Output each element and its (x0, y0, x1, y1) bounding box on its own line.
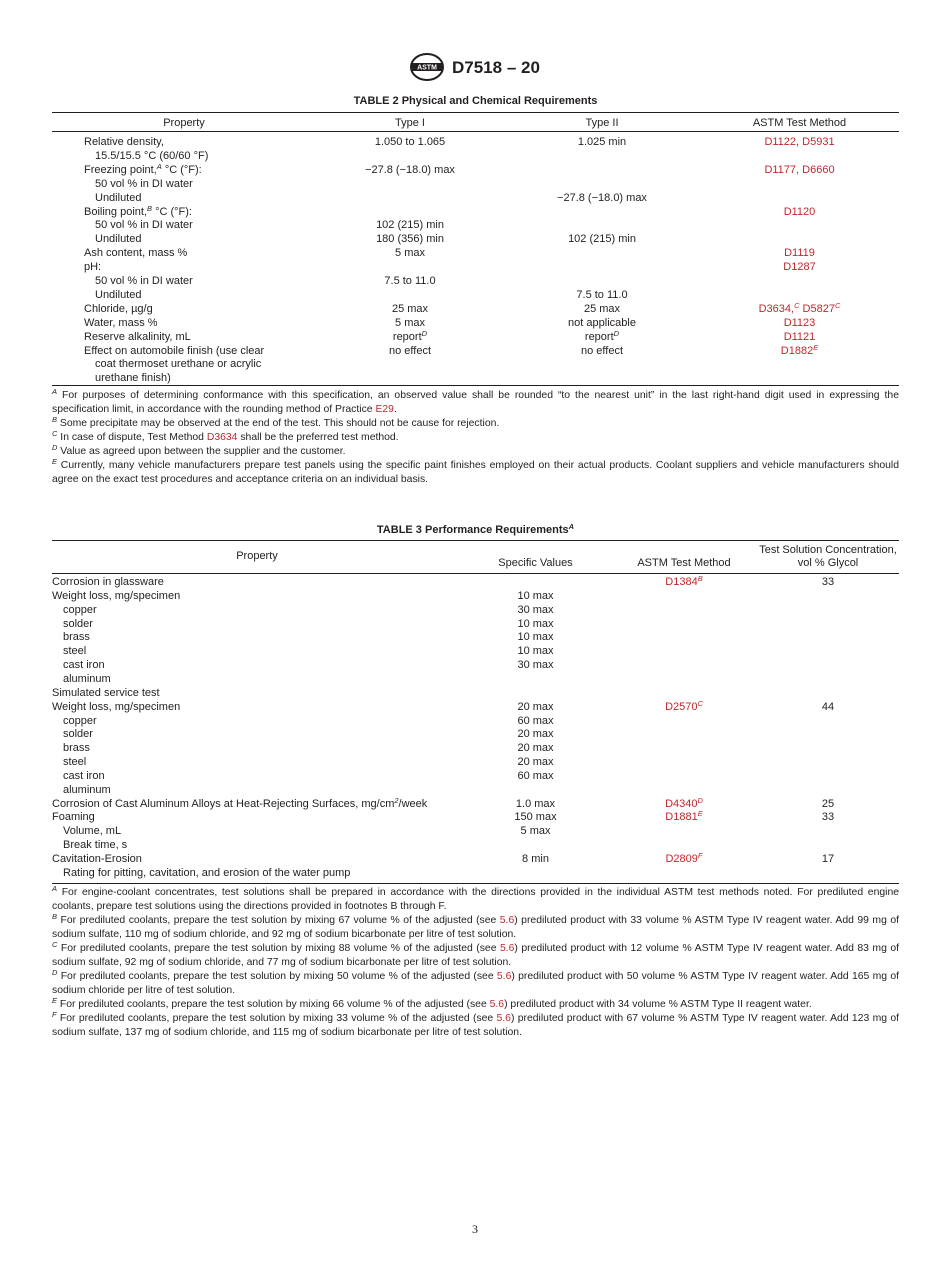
table2-property (84, 317, 158, 330)
table2-method (700, 261, 899, 274)
table3-concentration (750, 576, 906, 589)
test-method-link: D1119 (784, 247, 815, 259)
property-text: Weight loss, mg/specimen (52, 590, 181, 602)
footnote-link: 5.6 (489, 999, 505, 1010)
footnote-mark: A (52, 884, 58, 893)
specific-value: 10 max (517, 645, 554, 657)
table2-property (84, 331, 191, 344)
test-method-link: D2570 (665, 701, 698, 713)
type1-value: 102 (215) min (376, 219, 444, 231)
type2-value: not applicable (568, 317, 636, 329)
table2-column-header: Type II (585, 117, 619, 129)
table3-footnote (52, 998, 899, 1012)
test-method-link: D1881 (665, 811, 698, 823)
table2-method (700, 331, 899, 344)
table2-method (700, 206, 899, 219)
table2-method (700, 164, 899, 177)
table3-property (63, 631, 90, 644)
footnote-text: For prediluted coolants, prepare the test solution by mixing 50 volume % of the adjusted (see (57, 971, 497, 982)
property-text: brass (63, 631, 90, 643)
table3-value (462, 825, 609, 838)
table2-type1 (316, 303, 504, 316)
table3-value (462, 853, 609, 866)
table3-value (462, 631, 609, 644)
table2-column-header: ASTM Test Method (752, 117, 847, 129)
footnote-text: For prediluted coolants, prepare the test solution by mixing 66 volume % of the adjusted (see (57, 999, 490, 1010)
property-text: urethane finish) (95, 372, 171, 384)
property-text: steel (63, 645, 87, 657)
table2-type1 (316, 331, 504, 344)
table3-method (609, 811, 759, 824)
property-text: Rating for pitting, cavitation, and erosion of the water pump (63, 867, 351, 879)
property-text: Undiluted (95, 233, 142, 245)
footnote-ref: B (147, 204, 153, 213)
table2-property (95, 219, 193, 232)
table3-method (609, 853, 759, 866)
footnote-text: For prediluted coolants, prepare the test solution by mixing 33 volume % of the adjusted (see (56, 1013, 497, 1024)
table3-footnote (52, 1012, 899, 1040)
specific-value: 60 max (517, 770, 554, 782)
property-text: Reserve alkalinity, mL (84, 331, 191, 343)
footnote-mark: A (52, 387, 58, 396)
table3-property (63, 784, 111, 797)
type1-value: 180 (356) min (376, 233, 444, 245)
document-id: D7518 – 20 (452, 58, 540, 77)
table3-property (52, 687, 160, 700)
table3-value (462, 701, 609, 714)
property-text: Weight loss, mg/specimen (52, 701, 181, 713)
table3-property (63, 839, 127, 852)
property-text: Foaming (52, 811, 95, 823)
table2-property (84, 345, 264, 358)
table2-property (95, 358, 261, 371)
logo-text: ASTM (417, 64, 437, 72)
table2-footnote (52, 459, 899, 487)
table2-method (700, 303, 899, 316)
table2-property (95, 150, 208, 163)
table2-type2 (504, 345, 700, 358)
property-text: solder (63, 728, 93, 740)
specific-value: 20 max (517, 742, 554, 754)
table2-footnote (52, 431, 899, 445)
table2-title: TABLE 2 Physical and Chemical Requirements (353, 95, 598, 107)
superscript: 2 (394, 796, 399, 805)
table3-concentration (750, 811, 906, 824)
footnote-link: D3634 (206, 432, 238, 443)
property-text: solder (63, 618, 93, 630)
specific-value: 20 max (517, 701, 554, 713)
table3-value (462, 811, 609, 824)
property-text: brass (63, 742, 90, 754)
property-text: /week (398, 798, 428, 810)
table2-property (95, 275, 193, 288)
table3-title (52, 524, 899, 537)
concentration-value: 33 (821, 576, 835, 588)
table2-footnote (52, 389, 899, 417)
table3-value (462, 618, 609, 631)
table2-bottom-rule (52, 385, 899, 386)
footnote-link: 5.6 (499, 915, 515, 926)
footnote-ref: A (156, 162, 162, 171)
property-text: 50 vol % in DI water (95, 275, 193, 287)
type2-value: report (584, 331, 614, 343)
property-text: Effect on automobile finish (use clear (84, 345, 265, 357)
table3-footnote (52, 970, 899, 998)
table2-type1 (316, 317, 504, 330)
property-text: Boiling point, (84, 206, 147, 218)
property-text: Ash content, mass % (84, 247, 188, 259)
table2-method (700, 247, 899, 260)
table3-property (63, 728, 93, 741)
table3-concentration (750, 701, 906, 714)
table3-value (462, 756, 609, 769)
footnote-text: Currently, many vehicle manufacturers prepare test panels using the specific paint finishes employed on their actual products. Coolant suppliers and vehicle manufacturers should agree on the exact test procedures and acceptance criteria on an individual basis. (52, 460, 899, 485)
table2-footnote (52, 417, 899, 431)
table2-property (84, 164, 202, 177)
footnote-mark: F (52, 1010, 57, 1019)
table2-method (700, 345, 899, 358)
specific-value: 10 max (517, 590, 554, 602)
specific-value: 1.0 max (515, 798, 556, 810)
table3-property (63, 604, 97, 617)
table3-column-header: Property (236, 550, 278, 562)
footnote-text: ) prediluted product with 33 volume % ASTM Type IV reagent water. Add 99 mg of sodium sulfate, 110 mg of sodium chloride, and 92 mg of sodium bicarbonate per litre of test solution. (52, 915, 899, 940)
property-text: cast iron (63, 770, 105, 782)
table3-value (462, 742, 609, 755)
test-method-link: D1121 (783, 331, 816, 343)
footnote-mark: D (52, 443, 58, 452)
footnote-ref: D (421, 329, 428, 338)
table2-type1 (316, 247, 504, 260)
footnote-text: ) prediluted product with 50 volume % ASTM Type IV reagent water. Add 165 mg of sodium chloride per litre of test solution. (52, 971, 900, 996)
specific-value: 5 max (520, 825, 551, 837)
specific-value: 10 max (517, 631, 554, 643)
table3-method (609, 576, 759, 589)
table2-type2 (504, 233, 700, 246)
property-text: coat thermoset urethane or acrylic (95, 358, 262, 370)
property-text: copper (63, 715, 97, 727)
table2-type1 (316, 219, 504, 232)
concentration-value: 17 (821, 853, 835, 865)
table2-footnote (52, 445, 899, 459)
footnote-ref: B (697, 574, 703, 583)
property-text: Break time, s (63, 839, 128, 851)
table3-property (63, 645, 86, 658)
test-method-link: D2809 (665, 853, 698, 865)
table2-property (84, 247, 187, 260)
test-method-link: D1122, D5931 (764, 136, 835, 148)
property-text: cast iron (63, 659, 105, 671)
table3-top-rule (52, 540, 899, 541)
table2-type2 (504, 303, 700, 316)
table3-property (52, 701, 180, 714)
specific-value: 150 max (514, 811, 557, 823)
table2-property (95, 192, 141, 205)
table3-value (462, 645, 609, 658)
table3-concentration (750, 853, 906, 866)
table3-value (462, 659, 609, 672)
table2-header-rule (52, 131, 899, 132)
footnote-ref: D (613, 329, 620, 338)
footnote-text: Some precipitate may be observed at the end of the test. This should not be cause for rejection. (57, 418, 500, 429)
footnote-link: 5.6 (499, 943, 515, 954)
table3-concentration (750, 798, 906, 811)
test-method-link: D1120 (783, 206, 816, 218)
page-number: 3 (472, 1222, 478, 1236)
specific-value: 20 max (517, 728, 554, 740)
table3-value (462, 604, 609, 617)
footnote-mark: D (52, 968, 58, 977)
type1-value: report (392, 331, 422, 343)
property-text: 50 vol % in DI water (95, 178, 193, 190)
table3-footnote (52, 886, 899, 914)
footnote-text: ) prediluted product with 34 volume % ASTM Type II reagent water. (504, 999, 812, 1010)
test-method-link: D1882 (780, 345, 814, 357)
table3-column-header: ASTM Test Method (637, 557, 731, 569)
table3-value (462, 728, 609, 741)
table2-type2 (504, 289, 700, 302)
type2-value: 1.025 min (577, 136, 627, 148)
table3-property (52, 811, 95, 824)
specific-value: 20 max (517, 756, 554, 768)
concentration-value: 33 (821, 811, 835, 823)
property-text: Chloride, µg/g (84, 303, 153, 315)
footnote-link: 5.6 (496, 1013, 511, 1024)
property-text: aluminum (63, 784, 111, 796)
footnote-text: For prediluted coolants, prepare the test solution by mixing 88 volume % of the adjusted (see (57, 943, 500, 954)
property-text: aluminum (63, 673, 111, 685)
footnote-mark: C (52, 429, 58, 438)
table3-footnote (52, 914, 899, 942)
property-text: Freezing point, (84, 164, 157, 176)
table2-column-header: Type I (395, 117, 425, 129)
table2-column-header: Property (163, 117, 205, 129)
concentration-value: 44 (821, 701, 835, 713)
footnote-text: For purposes of determining conformance with this specification, an observed value shall be rounded “to the nearest unit” in the last right-hand digit used in expressing the specification limit, in accordance with the rounding method of Practice (52, 390, 899, 415)
property-text: Corrosion in glassware (52, 576, 164, 588)
footnote-ref: E (813, 343, 819, 352)
footnote-text: shall be the preferred test method. (237, 432, 399, 443)
table3-column-header: vol % Glycol (797, 557, 859, 569)
property-text: 50 vol % in DI water (95, 219, 193, 231)
specific-value: 30 max (517, 604, 554, 616)
table2-property (84, 206, 192, 219)
property-text: Simulated service test (52, 687, 160, 699)
table2-type1 (316, 345, 504, 358)
table2-type1 (316, 136, 504, 149)
table2-type1 (316, 275, 504, 288)
table3-property (63, 715, 97, 728)
test-method-link: D1287 (783, 261, 816, 273)
table3-property (52, 590, 180, 603)
type2-value: 7.5 to 11.0 (576, 289, 628, 301)
astm-logo (409, 52, 445, 82)
footnote-ref: C (697, 699, 703, 708)
footnote-text: ) prediluted product with 67 volume % ASTM Type IV reagent water. Add 123 mg of sodium sulfate, 137 mg of sodium chloride, and 115 mg of sodium bicarbonate per litre of test solution. (52, 1013, 899, 1038)
table3-property (52, 853, 142, 866)
test-method-link: D5827 (799, 303, 835, 315)
table2-type1 (316, 164, 504, 177)
type1-value: 5 max (395, 317, 425, 329)
table3-method (609, 798, 759, 811)
property-text: °C (°F): (161, 164, 202, 176)
table3-value (462, 798, 609, 811)
footnote-text: For engine-coolant concentrates, test solutions shall be prepared in accordance with the directions provided in the individual ASTM test methods noted. For prediluted engine coolants, prepare test solutions using the directions provided in footnotes B through F. (52, 887, 899, 912)
property-text: °C (°F): (152, 206, 192, 218)
specific-value: 10 max (517, 618, 554, 630)
table3-title-text: TABLE 3 Performance Requirements (376, 524, 569, 536)
footnote-text: In case of dispute, Test Method (57, 432, 207, 443)
table2-top-rule (52, 112, 899, 113)
table3-property (63, 770, 105, 783)
table2-type2 (504, 192, 700, 205)
footnote-mark: E (52, 996, 58, 1005)
table2-property (95, 372, 171, 385)
test-method-link: D1177, D6660 (764, 164, 835, 176)
table3-property (52, 798, 427, 811)
footnote-text: . (393, 404, 397, 415)
footnote-link: 5.6 (496, 971, 512, 982)
table2-property (95, 178, 193, 191)
table3-property (63, 756, 86, 769)
table2-type2 (504, 317, 700, 330)
property-text: copper (63, 604, 97, 616)
type1-value: −27.8 (−18.0) max (365, 164, 455, 176)
table3-value (462, 590, 609, 603)
property-text: Undiluted (95, 192, 142, 204)
footnote-ref: F (697, 851, 703, 860)
property-text: Cavitation-Erosion (52, 853, 142, 865)
type1-value: 5 max (395, 247, 425, 259)
type2-value: 25 max (583, 303, 621, 315)
type1-value: no effect (389, 345, 431, 357)
footnote-text: For prediluted coolants, prepare the test solution by mixing 67 volume % of the adjusted (see (57, 915, 500, 926)
table3-property (63, 659, 105, 672)
property-text: Water, mass % (84, 317, 158, 329)
table3-title-sup: A (568, 522, 575, 531)
type2-value: 102 (215) min (568, 233, 636, 245)
property-text: 15.5/15.5 °C (60/60 °F) (95, 150, 209, 162)
table3-column-header: Specific Values (498, 557, 573, 569)
table2-property (95, 233, 141, 246)
table2-property (95, 289, 141, 302)
test-method-link: D1123 (783, 317, 816, 329)
table3-value (462, 770, 609, 783)
footnote-mark: E (52, 457, 58, 466)
table3-footnote (52, 942, 899, 970)
type1-value: 7.5 to 11.0 (384, 275, 436, 287)
property-text: pH: (84, 261, 102, 273)
type2-value: −27.8 (−18.0) max (557, 192, 647, 204)
specific-value: 30 max (517, 659, 554, 671)
table3-property (63, 825, 121, 838)
specific-value: 60 max (517, 715, 554, 727)
footnote-mark: B (52, 912, 58, 921)
property-text: Corrosion of Cast Aluminum Alloys at Heat-Rejecting Surfaces, mg/cm (52, 798, 395, 810)
footnote-text: Value as agreed upon between the supplier and the customer. (57, 446, 346, 457)
table3-property (63, 742, 90, 755)
property-text: Relative density, (84, 136, 164, 148)
table3-property (63, 867, 350, 880)
table2-method (700, 136, 899, 149)
table2-type1 (316, 233, 504, 246)
table2-property (84, 136, 164, 149)
footnote-mark: C (52, 940, 58, 949)
table3-column-header: Test Solution Concentration, (759, 544, 897, 556)
table3-header-rule (52, 573, 899, 574)
table3-property (52, 576, 164, 589)
property-text: Volume, mL (63, 825, 122, 837)
footnote-ref: C (794, 301, 800, 310)
type2-value: no effect (581, 345, 623, 357)
footnote-ref: D (697, 796, 703, 805)
type1-value: 25 max (391, 303, 429, 315)
table2-type2 (504, 331, 700, 344)
test-method-link: D4340 (665, 798, 698, 810)
table2-method (700, 317, 899, 330)
footnote-text: ) prediluted product with 12 volume % ASTM Type IV reagent water. Add 83 mg of sodium sulfate, 92 mg of sodium chloride, and 77 mg of sodium bicarbonate per litre of test solution. (52, 943, 899, 968)
footnote-link: E29 (375, 404, 394, 415)
concentration-value: 25 (821, 798, 835, 810)
table3-method (609, 701, 759, 714)
table3-property (63, 618, 93, 631)
table2-property (84, 261, 101, 274)
property-text: Undiluted (95, 289, 142, 301)
specific-value: 8 min (522, 853, 549, 865)
type1-value: 1.050 to 1.065 (374, 136, 446, 148)
table3-value (462, 715, 609, 728)
footnote-ref: E (697, 809, 703, 818)
table3-property (63, 673, 111, 686)
property-text: steel (63, 756, 87, 768)
table2-type2 (504, 136, 700, 149)
test-method-link: D3634, (758, 303, 795, 315)
table3-bottom-rule (52, 883, 899, 884)
table2-property (84, 303, 153, 316)
footnote-ref: C (834, 301, 841, 310)
test-method-link: D1384 (665, 576, 698, 588)
footnote-mark: B (52, 415, 58, 424)
